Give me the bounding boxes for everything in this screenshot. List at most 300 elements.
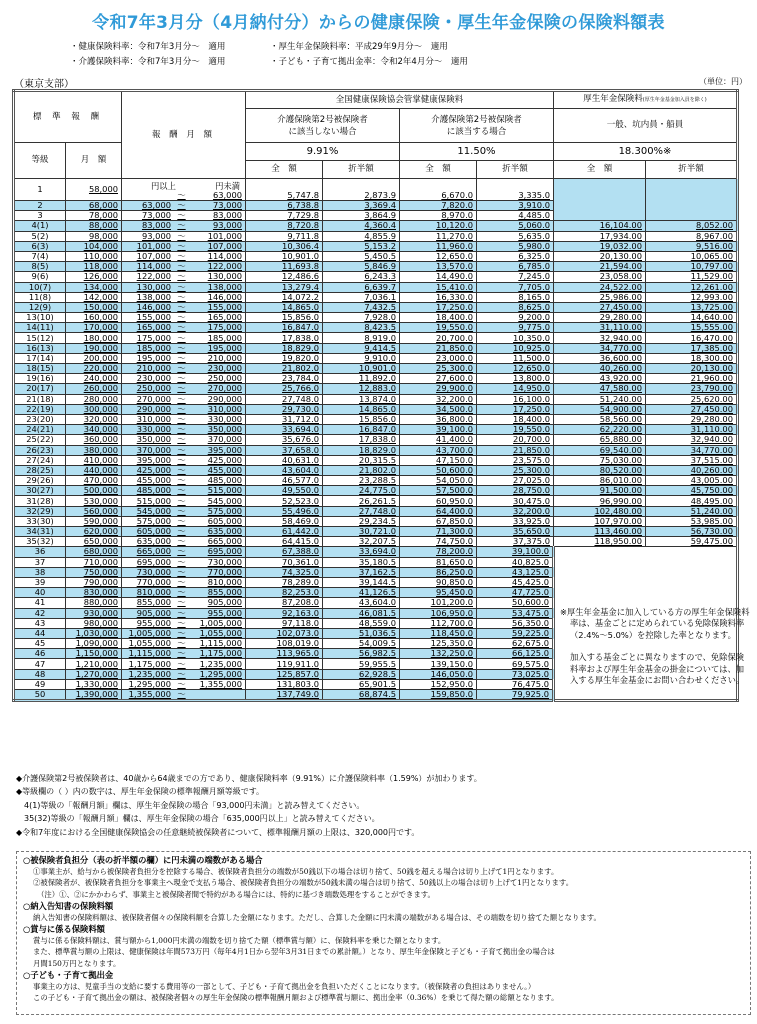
table-row (14, 465, 738, 475)
range-tilde: ～ (177, 617, 186, 628)
amount-h2: 48,559.0 (323, 618, 400, 628)
range-high: 1,235,000 (199, 658, 242, 669)
amount-c1: 7,820.0 (400, 201, 477, 211)
amount-h1: 52,523.0 (246, 496, 323, 506)
monthly-cell: 360,000 (66, 435, 122, 445)
range-low: 330,000 (136, 424, 171, 435)
pension-full: 29,280.00 (554, 313, 646, 323)
range-cell (122, 496, 246, 506)
amount-h2: 56,982.5 (323, 649, 400, 659)
amount-h1: 64,415.0 (246, 537, 323, 547)
amount-c2: 12,650.0 (477, 364, 554, 374)
grade-cell: 39 (14, 577, 66, 587)
amount-h2: 7,036.1 (323, 292, 400, 302)
range-tilde: ～ (177, 393, 186, 404)
amount-c2: 40,825.0 (477, 557, 554, 567)
table-row (14, 272, 738, 282)
amount-c1: 125,350.0 (400, 639, 477, 649)
range-low: 195,000 (136, 352, 171, 363)
range-cell (122, 628, 246, 638)
range-high: 101,000 (207, 230, 242, 241)
range-cell (122, 272, 246, 282)
range-values (125, 344, 242, 353)
range-tilde: ～ (177, 190, 186, 200)
range-values (125, 517, 242, 526)
amount-h1: 61,442.0 (246, 527, 323, 537)
info-heading-rounding: ○被保険者負担分（表の折半額の欄）に円未満の端数がある場合 (23, 855, 263, 865)
header-general: 一般、坑内員・船員 (554, 109, 738, 143)
range-cell (122, 476, 246, 486)
amount-h2: 33,694.0 (323, 547, 400, 557)
range-values (125, 497, 242, 506)
range-values (125, 435, 242, 444)
range-values (125, 558, 242, 567)
amount-c2: 66,125.0 (477, 649, 554, 659)
range-low: 695,000 (136, 556, 171, 567)
grade-cell: 18(15) (14, 364, 66, 374)
amount-h2: 65,901.5 (323, 679, 400, 689)
amount-c1: 10,120.0 (400, 221, 477, 231)
amount-c2: 3,910.0 (477, 201, 554, 211)
header-rate-health: 9.91% (246, 143, 400, 161)
range-cell (122, 364, 246, 374)
table-row (14, 343, 738, 353)
grade-cell: 9(6) (14, 272, 66, 282)
header-half-health: 折半額 (323, 161, 400, 179)
amount-c1: 74,750.0 (400, 537, 477, 547)
amount-c2: 4,485.0 (477, 211, 554, 221)
pension-full: 27,450.00 (554, 302, 646, 312)
header-half-care: 折半額 (477, 161, 554, 179)
range-low: 905,000 (136, 607, 171, 618)
header-care (400, 109, 554, 143)
grade-cell: 41 (14, 598, 66, 608)
range-high: 130,000 (207, 271, 242, 282)
range-high: 175,000 (207, 322, 242, 333)
monthly-cell: 180,000 (66, 333, 122, 343)
range-values (125, 354, 242, 363)
amount-h2: 10,901.0 (323, 364, 400, 374)
amount-c1: 57,500.0 (400, 486, 477, 496)
info-text: （注）①、②にかかわらず、事業主と被保険者間で特約がある場合には、特約に基づき端数処理をすることができます。 (37, 889, 435, 899)
table-row (14, 282, 738, 292)
range-cell (122, 455, 246, 465)
monthly-cell: 750,000 (66, 567, 122, 577)
amount-h1: 55,496.0 (246, 506, 323, 516)
range-tilde: ～ (177, 526, 186, 537)
monthly-cell: 620,000 (66, 527, 122, 537)
pension-full: 21,594.00 (554, 262, 646, 272)
amount-h2: 30,721.0 (323, 527, 400, 537)
pension-half: 13,725.00 (646, 302, 738, 312)
grade-cell: 37 (14, 557, 66, 567)
range-cell (122, 394, 246, 404)
range-low: 155,000 (136, 312, 171, 323)
monthly-cell: 710,000 (66, 557, 122, 567)
footnote: ◆介護保険第2号被保険者は、40歳から64歳までの方であり、健康保険料率（9.91%）に介護保険料率（1.59%）が加わります。 (16, 774, 482, 783)
monthly-cell: 160,000 (66, 313, 122, 323)
amount-c2: 43,125.0 (477, 567, 554, 577)
header-care-l2: に該当する場合 (446, 126, 507, 137)
info-box (16, 851, 751, 1015)
range-low: 1,235,000 (128, 668, 171, 679)
range-low (125, 191, 171, 200)
amount-h1: 40,631.0 (246, 455, 323, 465)
amount-c2: 45,425.0 (477, 577, 554, 587)
table-row (14, 241, 738, 251)
amount-h2: 9,414.5 (323, 343, 400, 353)
grade-cell: 19(16) (14, 374, 66, 384)
range-tilde: ～ (177, 597, 186, 608)
amount-c1: 8,970.0 (400, 211, 477, 221)
amount-c1: 27,600.0 (400, 374, 477, 384)
pension-half: 45,750.00 (646, 486, 738, 496)
amount-h2: 23,288.5 (323, 476, 400, 486)
range-values (125, 690, 242, 699)
pension-half: 25,620.00 (646, 394, 738, 404)
table-row (14, 179, 738, 201)
amount-c1: 43,700.0 (400, 445, 477, 455)
amount-h2: 8,919.0 (323, 333, 400, 343)
pension-full: 69,540.00 (554, 445, 646, 455)
range-high: 122,000 (207, 261, 242, 272)
monthly-cell: 1,330,000 (66, 679, 122, 689)
pension-half: 40,260.00 (646, 465, 738, 475)
pension-half: 59,475.00 (646, 537, 738, 547)
grade-cell: 45 (14, 639, 66, 649)
monthly-cell: 560,000 (66, 506, 122, 516)
grade-cell: 8(5) (14, 262, 66, 272)
range-low: 955,000 (136, 617, 171, 628)
range-values (125, 476, 242, 485)
table-row (14, 414, 738, 424)
amount-h2: 4,855.9 (323, 231, 400, 241)
amount-c1: 29,900.0 (400, 384, 477, 394)
footnote: 35(32)等級の「報酬月額」欄は、厚生年金保険の場合「635,000円以上」と読み替えてください。 (24, 814, 380, 824)
range-cell (122, 262, 246, 272)
monthly-cell: 1,270,000 (66, 669, 122, 679)
amount-h1: 49,550.0 (246, 486, 323, 496)
range-low: 635,000 (136, 536, 171, 547)
amount-c1: 41,400.0 (400, 435, 477, 445)
range-values (125, 425, 242, 434)
footnote: 4(1)等級の「報酬月額」欄は、厚生年金保険の場合「93,000円未満」と読み替えてください。 (24, 800, 365, 810)
amount-c1: 159,850.0 (400, 690, 477, 701)
table-row (14, 445, 738, 455)
amount-c2: 37,375.0 (477, 537, 554, 547)
amount-c2: 27,025.0 (477, 476, 554, 486)
range-tilde: ～ (177, 261, 186, 272)
pension-half: 15,555.00 (646, 323, 738, 333)
range-values (125, 211, 242, 220)
amount-c1: 81,650.0 (400, 557, 477, 567)
range-low: 290,000 (136, 403, 171, 414)
range-values (125, 283, 242, 292)
range-high: 93,000 (212, 220, 242, 231)
range-low: 63,000 (141, 200, 171, 211)
table-row (14, 486, 738, 496)
range-tilde: ～ (177, 464, 186, 475)
range-values (125, 364, 242, 373)
range-cell (122, 201, 246, 211)
header-rate-care: 11.50% (400, 143, 554, 161)
range-low: 1,295,000 (128, 678, 171, 689)
table-row (14, 353, 738, 363)
range-low: 575,000 (136, 515, 171, 526)
amount-h2: 54,009.5 (323, 639, 400, 649)
range-tilde: ～ (177, 200, 186, 211)
header-monthly: 月 額 (66, 143, 122, 179)
amount-c2: 19,550.0 (477, 425, 554, 435)
table-row (14, 364, 738, 374)
amount-c1: 18,400.0 (400, 313, 477, 323)
amount-c2: 7,245.0 (477, 272, 554, 282)
range-low: 83,000 (141, 220, 171, 231)
range-values (125, 405, 242, 414)
amount-h2: 5,153.2 (323, 241, 400, 251)
amount-h2: 24,775.0 (323, 486, 400, 496)
range-low: 107,000 (136, 251, 171, 262)
amount-c2: 32,200.0 (477, 506, 554, 516)
range-low: 485,000 (136, 485, 171, 496)
header-full-pension: 全 額 (554, 161, 646, 179)
pension-half: 16,470.00 (646, 333, 738, 343)
monthly-cell: 1,390,000 (66, 690, 122, 701)
amount-h1: 92,163.0 (246, 608, 323, 618)
amount-c2: 8,165.0 (477, 292, 554, 302)
pension-half: 14,640.00 (646, 313, 738, 323)
range-high: 290,000 (207, 393, 242, 404)
range-cell (122, 486, 246, 496)
range-low: 545,000 (136, 505, 171, 516)
amount-c1: 95,450.0 (400, 588, 477, 598)
info-text: ①事業主が、給与から被保険者負担分を控除する場合、被保険者負担分の端数が50銭以下の場合は切り捨て、50銭を超える場合は切り上げて1円となります。 (33, 867, 559, 876)
range-tilde: ～ (177, 658, 186, 669)
monthly-cell: 68,000 (66, 201, 122, 211)
range-low: 1,175,000 (128, 658, 171, 669)
pension-half: 12,993.00 (646, 292, 738, 302)
range-values (125, 374, 242, 383)
amount-h2: 5,846.9 (323, 262, 400, 272)
amount-h1: 131,803.0 (246, 679, 323, 689)
pension-half: 48,495.00 (646, 496, 738, 506)
amount-h2: 32,207.5 (323, 537, 400, 547)
amount-h2: 29,234.5 (323, 516, 400, 526)
range-cell (122, 649, 246, 659)
pension-full: 23,058.00 (554, 272, 646, 282)
grade-cell: 30(27) (14, 486, 66, 496)
range-cell (122, 445, 246, 455)
amount-h1: 97,118.0 (246, 618, 323, 628)
amount-c2: 13,800.0 (477, 374, 554, 384)
amount-c2: 59,225.0 (477, 628, 554, 638)
grade-cell: 50 (14, 690, 66, 701)
header-half-pension: 折半額 (646, 161, 738, 179)
amount-h1: 7,729.8 (246, 211, 323, 221)
grade-cell: 34(31) (14, 527, 66, 537)
range-values (125, 527, 242, 536)
header-non-care (246, 109, 400, 143)
amount-c2: 79,925.0 (477, 690, 554, 701)
range-values (125, 649, 242, 658)
grade-cell: 16(13) (14, 343, 66, 353)
grade-cell: 14(11) (14, 323, 66, 333)
monthly-cell: 590,000 (66, 516, 122, 526)
monthly-cell: 58,000 (66, 179, 122, 201)
pension-half: 56,730.00 (646, 527, 738, 537)
amount-c1: 16,330.0 (400, 292, 477, 302)
amount-c2: 23,575.0 (477, 455, 554, 465)
range-high: 955,000 (207, 607, 242, 618)
pension-fund-note-p2: 加入する基金ごとに異なりますので、免除保険料率および厚生年金基金の掛金については、加入する厚生年金基金にお問い合わせください。 (570, 652, 745, 686)
range-cell (122, 577, 246, 587)
range-low: 370,000 (136, 444, 171, 455)
amount-c1: 20,700.0 (400, 333, 477, 343)
range-high: 146,000 (207, 291, 242, 302)
amount-h2: 4,360.4 (323, 221, 400, 231)
grade-cell: 4(1) (14, 221, 66, 231)
range-ge-label: 円以上 (151, 181, 176, 191)
pension-full: 86,010.00 (554, 476, 646, 486)
amount-c1: 17,250.0 (400, 302, 477, 312)
info-text: この子ども・子育て拠出金の額は、被保険者個々の厚生年金保険の標準報酬月額および標準賞与額に、拠出金率（0.36%）を乗じて得た額の総額となります。 (33, 993, 559, 1003)
amount-h1: 113,965.0 (246, 649, 323, 659)
amount-c2: 62,675.0 (477, 639, 554, 649)
pension-full: 25,986.00 (554, 292, 646, 302)
range-cell (122, 231, 246, 241)
range-tilde: ～ (177, 515, 186, 526)
grade-cell: 29(26) (14, 476, 66, 486)
pension-full: 32,940.00 (554, 333, 646, 343)
amount-h2: 18,829.0 (323, 445, 400, 455)
amount-h2: 8,423.5 (323, 323, 400, 333)
header-pension (554, 91, 738, 109)
amount-c1: 60,950.0 (400, 496, 477, 506)
pension-half: 11,529.00 (646, 272, 738, 282)
monthly-cell: 126,000 (66, 272, 122, 282)
amount-c1: 32,200.0 (400, 394, 477, 404)
range-high: 855,000 (207, 587, 242, 598)
range-tilde: ～ (177, 291, 186, 302)
info-text: 納入告知書の保険料額は、被保険者個々の保険料額を合算した金額になります。ただし、合算した金額に円未満の端数がある場合は、その端数を切り捨てた額となります。 (33, 912, 601, 922)
amount-c1: 54,050.0 (400, 476, 477, 486)
range-tilde: ～ (177, 505, 186, 516)
range-low: 250,000 (136, 383, 171, 394)
amount-h2: 20,315.5 (323, 455, 400, 465)
header-care-l1: 介護保険第2号被保険者 (431, 114, 522, 125)
range-tilde: ～ (177, 689, 186, 699)
range-low: 515,000 (136, 495, 171, 506)
range-tilde: ～ (177, 251, 186, 262)
amount-c1: 139,150.0 (400, 659, 477, 669)
info-text: また、標準賞与額の上限は、健康保険は年間573万円（毎年4月1日から翌年3月31日までの累計額。）となり、厚生年金保険と子ども・子育て拠出金の場合は (33, 947, 555, 957)
monthly-cell: 104,000 (66, 241, 122, 251)
amount-c2: 6,325.0 (477, 251, 554, 261)
range-values (125, 578, 242, 587)
health-rate-date: ・健康保険料率：令和7年3月分～ 適用 (70, 42, 226, 52)
range-cell (122, 313, 246, 323)
amount-h1: 17,838.0 (246, 333, 323, 343)
grade-cell: 38 (14, 567, 66, 577)
amount-h1: 87,208.0 (246, 598, 323, 608)
monthly-cell: 440,000 (66, 465, 122, 475)
grade-cell: 7(4) (14, 251, 66, 261)
range-values (125, 272, 242, 281)
pension-full: 54,900.00 (554, 404, 646, 414)
range-tilde: ～ (177, 342, 186, 353)
table-row (14, 455, 738, 465)
header-non-care-l2: に該当しない場合 (288, 126, 357, 137)
range-cell (122, 292, 246, 302)
pension-half: 27,450.00 (646, 404, 738, 414)
range-high: 905,000 (207, 597, 242, 608)
monthly-cell: 1,150,000 (66, 649, 122, 659)
footnotes (16, 772, 482, 839)
info-heading-notice: ○納入告知書の保険料額 (23, 900, 114, 911)
range-high: 330,000 (207, 414, 242, 425)
range-lt-label: 円未満 (215, 181, 240, 191)
pension-half: 23,790.00 (646, 384, 738, 394)
amount-h1: 25,766.0 (246, 384, 323, 394)
info-heading-bonus: ○賞与に係る保険料額 (23, 924, 105, 935)
table-row (14, 516, 738, 526)
pension-half: 17,385.00 (646, 343, 738, 353)
range-high: 1,115,000 (199, 638, 242, 649)
range-tilde: ～ (177, 485, 186, 496)
monthly-cell: 500,000 (66, 486, 122, 496)
amount-c2: 56,350.0 (477, 618, 554, 628)
range-high: 515,000 (207, 485, 242, 496)
grade-cell: 2 (14, 201, 66, 211)
table-row (14, 496, 738, 506)
range-high (192, 690, 242, 699)
pension-half: 8,967.00 (646, 231, 738, 241)
amount-h2: 43,604.0 (323, 598, 400, 608)
pension-fund-note (560, 607, 750, 697)
grade-cell: 44 (14, 628, 66, 638)
amount-h2: 3,864.9 (323, 211, 400, 221)
pension-empty-cell (646, 179, 738, 221)
amount-c1: 36,800.0 (400, 414, 477, 424)
monthly-cell: 1,030,000 (66, 628, 122, 638)
amount-h1: 5,747.8 (246, 179, 323, 201)
pension-full: 51,240.00 (554, 394, 646, 404)
range-high: 810,000 (207, 577, 242, 588)
range-high: 270,000 (207, 383, 242, 394)
amount-h2: 21,802.0 (323, 465, 400, 475)
range-values (125, 629, 242, 638)
amount-h2: 11,892.0 (323, 374, 400, 384)
amount-h2: 2,873.9 (323, 179, 400, 201)
range-values (125, 639, 242, 648)
range-cell (122, 211, 246, 221)
range-values (125, 537, 242, 546)
table-row (14, 537, 738, 547)
pension-half: 43,005.00 (646, 476, 738, 486)
grade-cell: 33(30) (14, 516, 66, 526)
info-heading-child: ○子ども・子育て拠出金 (23, 970, 114, 981)
amount-c2: 25,300.0 (477, 465, 554, 475)
monthly-cell: 320,000 (66, 414, 122, 424)
range-high: 250,000 (207, 373, 242, 384)
range-values (125, 262, 242, 271)
info-text: 事業主の方は、児童手当の支給に要する費用等の一部として、子ども・子育て拠出金を負担いただくことになります。（被保険者の負担はありません。） (33, 982, 536, 992)
range-values (125, 466, 242, 475)
grade-cell: 49 (14, 679, 66, 689)
range-tilde: ～ (177, 424, 186, 435)
grade-cell: 21(18) (14, 394, 66, 404)
amount-c2: 10,925.0 (477, 343, 554, 353)
